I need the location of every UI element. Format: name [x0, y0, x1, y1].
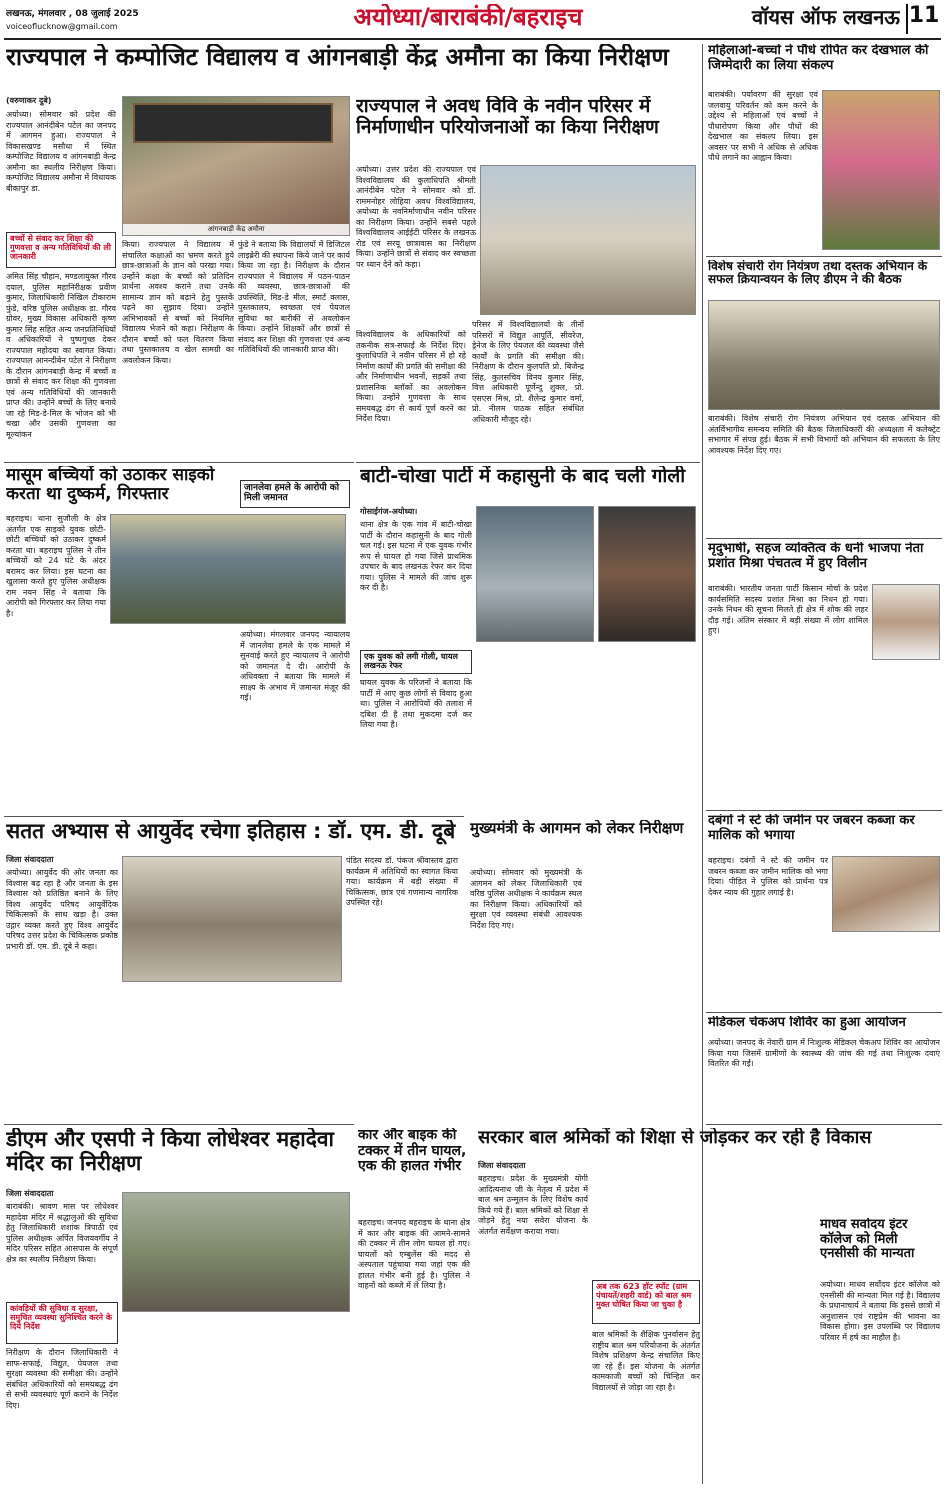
a4-body-2b: [476, 648, 696, 808]
a3-headline: मासूम बच्चियों को उठाकर साइको करता था दुष्कर्म, गिरफ्तार: [6, 466, 215, 505]
a4-pullquote: एक युवक को लगी गोली, घायल लखनऊ रेफर: [360, 650, 472, 674]
r5-headline: मेडिकल चेकअप शिविर का हुआ आयोजन: [708, 1016, 906, 1030]
a5-rule: [4, 816, 464, 817]
r1-body-1: बाराबंकी। पर्यावरण की सुरक्षा एवं जलवायु परिवर्तन को कम करने के उद्देश्य से महिलाओं एवं बच्चों ने पौधारोपण किया और पौधों की देखभाल का संकल्प लिया। इस अवसर पर सभी ने अधिक से अधिक पौधे लगाने का आह्वान किया।: [708, 90, 818, 162]
a7-body-2b: [122, 1316, 234, 1494]
r6-rule: [706, 1124, 942, 1125]
a3-pullquote: जानलेवा हमले के आरोपी को मिली जमानत: [240, 480, 350, 508]
a7-body-2c: [238, 1316, 350, 1494]
r3-headline: मृदुभाषी, सहज व्यक्तित्व के धनी भाजपा नेता प्रशांत मिश्रा पंचतत्व में हुए विलीन: [708, 542, 924, 571]
a1-pullquote: बच्चों से संवाद कर शिक्षा की गुणवत्ता व अन्य गतिविधियों की ली जानकारी: [6, 232, 116, 268]
site-email: voiceoflucknow@gmail.com: [6, 22, 118, 31]
issue-date: लखनऊ, मंगलवार , 08 जुलाई 2025: [6, 9, 139, 19]
a9-pullquote: अब तक 623 हॉट स्पॉट (ग्राम पंचायतें/शहरी वार्ड) को बाल श्रम मुक्त घोषित किया जा चुका है: [592, 1280, 700, 1324]
a5-body-2b: [236, 986, 342, 1116]
a1-body-1: अयोध्या। सोमवार को प्रदेश की राज्यपाल आनंदीबेन पटेल का जनपद में आगमन हुआ। राज्यपाल ने विकासखण्ड मसौधा में स्थित कम्पोजिट विद्यालय व आंगनबाड़ी केन्द्र अमौना का स्थलीय निरीक्षण किया। कम्पोजिट विद्यालय अमौना में विधायक बीकापुर डा.: [6, 110, 116, 193]
a8-headline: कार और बाइक की टक्कर में तीन घायल, एक की हालत गंभीर: [358, 1128, 467, 1175]
a5-headline: सतत अभ्यास से आयुर्वेद रचेगा इतिहास : डॉ. एम. डी. दूबे: [6, 820, 456, 843]
r5-rule: [706, 1012, 942, 1013]
r4-rule: [706, 810, 942, 811]
a7-rule: [4, 1124, 354, 1125]
photo-anganwadi-caption: आंगनबाड़ी केंद्र अमौना: [123, 224, 349, 235]
a3-body-2: अयोध्या। मंगलवार जनपद न्यायालय में जानलेवा हमले के एक मामले में सुनवाई करते हुए न्यायालय ने आरोपी को जमानत दे दी। आरोपी के अधिवक्ता ने बताया कि मामले में साक्ष्य के अभाव में जमानत मंजूर की गई।: [240, 630, 350, 702]
a2-body-1: अयोध्या। उत्तर प्रदेश की राज्यपाल एवं विश्वविद्यालय की कुलाधिपति श्रीमती आनंदीबेन पटेल ने सोमवार को डॉ. राममनोहर लोहिया अवध विश्वविद्यालय, अयोध्या के नवनिर्माणाधीन नवीन परिसर का निरीक्षण किया। उन्होंने सबसे पहले विश्वविद्यालय आईईटी परिसर के लखनऊ रोड एवं सरयू छात्रावास का निरीक्षण किया। उन्होंने छात्रों से संवाद कर स्वच्छता पर ध्यान देने को कहा।: [356, 165, 476, 269]
r6-body-1: अयोध्या। माधव सर्वोदय इंटर कॉलेज को एनसीसी की मान्यता मिल गई है। विद्यालय के प्रधानाचार्य ने बताया कि इससे छात्रों में अनुशासन एवं राष्ट्रप्रेम की भावना का विकास होगा। इस उपलब्धि पर विद्यालय परिवार में हर्ष का माहौल है।: [820, 1280, 940, 1342]
photo-leg: [832, 856, 940, 932]
photo-ayurveda: [122, 856, 342, 982]
photo-plantation: [822, 90, 940, 250]
photo-university: [480, 165, 696, 315]
r4-body-1: बहराइच। दबंगों ने स्टे की जमीन पर जबरन कब्जा कर जमीन मालिक को भगा दिया। पीड़ित ने पुलिस को प्रार्थना पत्र देकर न्याय की गुहार लगाई है।: [708, 856, 828, 897]
a9-body-1: बहराइच। प्रदेश के मुख्यमंत्री योगी आदित्यनाथ जी के नेतृत्व में प्रदेश में बाल श्रम उन्मूलन के लिए विशेष कार्य किये गये हैं। बाल श्रमिकों को शिक्षा से जोड़ने हेतु नया सवेरा योजना के अंतर्गत सर्वेक्षण कराया गया।: [478, 1174, 588, 1236]
a7-body-1: बाराबंकी। श्रावण मास पर लोधेश्वर महादेवा मंदिर में श्रद्धालुओं की सुविधा हेतु जिलाधिकारी शशांक त्रिपाठी एवं पुलिस अधीक्षक अर्पित विजयवर्गीय ने मंदिर परिसर सहित आसपास के संपूर्ण क्षेत्र का स्थलीय निरीक्षण किया।: [6, 1202, 118, 1264]
a6-body-1b: [586, 868, 698, 1118]
section-title: अयोध्या/बाराबंकी/बहराइच: [353, 4, 583, 31]
r2-body-1: बाराबंकी। विशेष संचारी रोग नियंत्रण अभियान एवं दस्तक अभियान की अंतर्विभागीय समन्वय समिति की बैठक जिलाधिकारी की अध्यक्षता में कलेक्ट्रेट सभागार में संपन्न हुई। बैठक में सभी विभागों को अभियान की सफलता के लिए आवश्यक निर्देश दिए गए।: [708, 414, 940, 455]
photo-injured-face: [598, 506, 696, 642]
a7-body-2: निरीक्षण के दौरान जिलाधिकारी ने साफ-सफाई, विद्युत, पेयजल तथा सुरक्षा व्यवस्था की समीक्षा की। उन्होंने संबंधित अधिकारियों को समयबद्ध ढंग से सभी व्यवस्थाएं पूर्ण कराने के निर्देश दिए।: [6, 1348, 118, 1410]
r3-rule: [706, 538, 942, 539]
photo-meeting: [708, 300, 940, 410]
photo-anganwadi: [122, 96, 350, 236]
a2-body-2: विश्वविद्यालय के अधिकारियों को तकनीक सत्र-सफाई के निर्देश दिए। कुलाधिपति ने नवीन परिसर में हो रहे निर्माण कार्यों की प्रगति की समीक्षा की और निर्माणाधीन भवनों, सड़कों तथा प्रशासनिक ब्लॉकों का अवलोकन किया। उन्होंने गुणवत्ता के साथ समयबद्ध ढंग से कार्य पूर्ण करने का निर्देश दिया।: [356, 330, 466, 423]
r1-headline: महिलाओं-बच्चों ने पौधे रोपित कर देखभाल की जिम्मेदारी का लिया संकल्प: [708, 44, 929, 73]
a9-body-2: बाल श्रमिकों के शैक्षिक पुनर्वासन हेतु राष्ट्रीय बाल श्रम परियोजना के अंतर्गत विशेष प्रशिक्षण केन्द्र संचालित किए जा रहे हैं। इस योजना के अंतर्गत कामकाजी बच्चों को चिन्हित कर विद्यालयों से जोड़ा जा रहा है।: [592, 1330, 700, 1392]
a7-headline: डीएम और एसपी ने किया लोधेश्वर महादेवा मंदिर का निरीक्षण: [6, 1128, 334, 1175]
a2-body-3: परिसर में विश्वविद्यालयों के तीनों परिसरों में विद्युत आपूर्ति, सीवरेज, ड्रेनेज के लिए पेयजल की व्यवस्था जैसे कार्यों के प्रगति की समीक्षा की। निरीक्षण के दौरान कुलपति प्रो. बिजेन्द्र सिंह, कुलसचिव विनय कुमार सिंह, वित्त अधिकारी पूर्णेन्दु शुक्ल, प्रो. एसएस मिश्र, प्रो. शैलेन्द्र कुमार वर्मा, प्रो. नीलम पाठक सहित संबंधित अधिकारी मौजूद रहे।: [472, 320, 584, 424]
a4-body-1: थाना क्षेत्र के एक गांव में बाटी-चोखा पार्टी के दौरान कहासुनी के बाद गोली चल गई। इस घटना में एक युवक गंभीर रूप से घायल हो गया जिसे प्राथमिक उपचार के बाद लखनऊ रेफर कर दिया गया। पुलिस ने मामले की जांच शुरू कर दी है।: [360, 520, 472, 592]
a1-body-3: किया। राज्यपाल ने विद्यालय में संचालित कक्षाओं का भ्रमण करते हुये छात्र-छात्राओं के ज्ञान को परखा गया। उन्होंने कक्षा के बच्चों को प्रतिदिन प्रार्थना अवश्य कराने तथा उनके सामान्य ज्ञान को बढ़ाने हेतु पुस्तकें पढ़ने का सुझाव दिया। उन्होंने अभिभावकों से बच्चों को नियमित विद्यालय भेजने को कहा। निरीक्षण के दौरान बच्चों को फल वितरण किया तथा पुस्तकालय व खेल सामग्री का अवलोकन किया।: [122, 240, 234, 365]
a2-body-3b: [588, 320, 696, 460]
r2-headline: विशेष संचारी रोग नियंत्रण तथा दस्तक अभियान के सफल क्रियान्वयन के लिए डीएम ने की बैठक: [708, 260, 928, 287]
photo-temple: [122, 1192, 350, 1312]
a1-body-4: फुंडे ने बताया कि विद्यालयों में डिजिटल लाइब्रेरी की स्थापना किये जाने पर कार्य किया जा रहा है। निरीक्षण के दौरान राज्यपाल ने विद्यालय में पठन-पाठन की व्यवस्था, छात्र-छात्राओं की उपस्थिति, मिड-डे मील, स्मार्ट क्लास, पुस्तकालय, स्वच्छता एवं पेयजल सुविधा का बारीकी से अवलोकन किया। उन्होंने शिक्षकों और छात्रों से संवाद कर शिक्षा की गुणवत्ता एवं अन्य गतिविधियों की जानकारी प्राप्त की।: [238, 240, 350, 354]
a4-byline: गोसाईगंज-अयोध्या।: [360, 507, 418, 516]
r5-body-1: अयोध्या। जनपद के नेवारी ग्राम में निःशुल्क मेडिकल चेकअप शिविर का आयोजन किया गया जिसमें ग्रामीणों के स्वास्थ्य की जांच की गई तथा निःशुल्क दवाएं वितरित की गईं।: [708, 1038, 940, 1068]
a7-pullquote: कांवड़ियों की सुविधा व सुरक्षा, समुचित व्यवस्था सुनिश्चित करने के दिये निर्देश: [6, 1302, 118, 1344]
a4-headline: बाटी-चोखा पार्टी में कहासुनी के बाद चली गोली: [360, 466, 686, 487]
brand-name: वॉयस ऑफ लखनऊ: [752, 6, 900, 29]
a4-body-2: घायल युवक के परिजनों ने बताया कि पार्टी में आए कुछ लोगों से विवाद हुआ था। पुलिस ने आरोपियों की तलाश में दबिश दी है तथा मुकदमा दर्ज कर लिया गया है।: [360, 678, 472, 729]
masthead-left: [6, 6, 206, 36]
a5-body-1: अयोध्या। आयुर्वेद की ओर जनता का विश्वास बढ़ रहा है और जनता के इस विश्वास को प्रतिष्ठित बनाने के लिए विश्व आयुर्वेद परिषद आयुर्वेदिक चिकित्सकों के साथ खड़ा है। उक्त उद्गार व्यक्त करते हुए विश्व आयुर्वेद परिषद उत्तर प्रदेश के चिकित्सक प्रकोष्ठ प्रभारी डॉ. एम. डी. दूबे ने कहा।: [6, 868, 118, 951]
a5-byline: जिला संवाददाता: [6, 855, 54, 864]
a2-headline: राज्यपाल ने अवध विवि के नवीन परिसर में निर्माणाधीन परियोजनाओं का किया निरीक्षण: [356, 96, 659, 139]
a4-rule: [356, 462, 700, 463]
r2-rule: [706, 256, 942, 257]
a9-headline: सरकार बाल श्रमिकों को शिक्षा से जोड़कर कर रही है विकास: [478, 1128, 872, 1148]
page-number: 11: [906, 4, 940, 34]
photo-injured: [476, 506, 594, 642]
a3-body-1: बहराइच। थाना सुजौली के क्षेत्र अंतर्गत एक साइको युवक छोटी-छोटी बच्चियों को उठाकर दुष्कर्म करता था। बहराइच पुलिस ने तीन बच्चियों को 24 घंटे के अंदर बरामद कर लिया। इस घटना का खुलासा करते हुए पुलिस अधीक्षक राम नयन सिंह ने बताया कि आरोपी को गिरफ्तार कर लिया गया है।: [6, 514, 106, 618]
a3-rule: [4, 462, 354, 463]
a5-body-1b: [122, 986, 232, 1116]
a9-byline: जिला संवाददाता: [478, 1161, 526, 1170]
a6-headline: मुख्यमंत्री के आगमन को लेकर निरीक्षण: [470, 820, 684, 837]
a3-body-1b: [110, 628, 228, 814]
a1-body-2: अमित सिंह चौहान, मण्डलायुक्त गौरव दयाल, पुलिस महानिरीक्षक प्रवीण कुमार, जिलाधिकारी निखिल टीकाराम फुंडे, वरिष्ठ पुलिस अधीक्षक डा. गौरव ग्रोवर, मुख्य विकास अधिकारी कृष्ण कुमार सिंह सहित अन्य जनप्रतिनिधियों व अधिकारियों ने पुष्पगुच्छ देकर राज्यपाल महोदया का स्वागत किया। राज्यपाल आनन्दीबेन पटेल ने निरीक्षण के दौरान आंगनबाड़ी केन्द्र में बच्चों व छात्रों से संवाद कर शिक्षा की गुणवत्ता एवं अन्य गतिविधियों की जानकारी प्राप्त की। उन्होंने बच्चों के लिए बनाये जा रहे मिड-डे-मिल के भोजन को भी चखा और उसकी गुणवत्ता का मूल्यांकन: [6, 272, 116, 439]
a1-byline: (वरुणाकर दुबे): [6, 96, 52, 105]
photo-person: [872, 584, 940, 660]
r3-body-1: बाराबंकी। भारतीय जनता पार्टी किसान मोर्चा के प्रदेश कार्यसमिति सदस्य प्रशांत मिश्रा का निधन हो गया। उनके निधन की सूचना मिलते ही क्षेत्र में शोक की लहर दौड़ गई। अंतिम संस्कार में बड़ी संख्या में लोग शामिल हुए।: [708, 584, 868, 635]
r4-headline: दबंगों ने स्टे की जमीन पर जबरन कब्जा कर मालिक को भगाया: [708, 814, 915, 843]
a6-body-1: अयोध्या। सोमवार को मुख्यमंत्री के आगमन को लेकर जिलाधिकारी एवं वरिष्ठ पुलिस अधीक्षक ने कार्यक्रम स्थल का निरीक्षण किया। अधिकारियों को सुरक्षा एवं व्यवस्था संबंधी आवश्यक निर्देश दिए गए।: [470, 868, 582, 930]
r6-headline: माधव सर्वोदय इंटर कॉलेज को मिली एनसीसी की मान्यता: [820, 1218, 915, 1262]
photo-police: [110, 514, 346, 624]
a5-body-2: पंडित सदस्य डॉ. पंकज श्रीवास्तव द्वारा कार्यक्रम में अतिथियों का स्वागत किया गया। कार्यक्रम में बड़ी संख्या में चिकित्सक, छात्र एवं गणमान्य नागरिक उपस्थित रहे।: [346, 856, 458, 907]
column-rule: [702, 44, 703, 1484]
a1-headline: राज्यपाल ने कम्पोजिट विद्यालय व आंगनबाड़ी केंद्र अमौना का किया निरीक्षण: [6, 44, 669, 71]
a7-byline: जिला संवाददाता: [6, 1189, 54, 1198]
a8-body-1: बहराइच। जनपद बहराइच के थाना क्षेत्र में कार और बाइक की आमने-सामने की टक्कर में तीन लोग घायल हो गए। घायलों को एम्बुलेंस की मदद से अस्पताल पहुंचाया गया जहां एक की हालत गंभीर बनी हुई है। पुलिस ने वाहनों को कब्जे में ले लिया है।: [358, 1218, 470, 1290]
masthead-rule: [4, 38, 941, 40]
r6-body-1a: [708, 1160, 818, 1494]
